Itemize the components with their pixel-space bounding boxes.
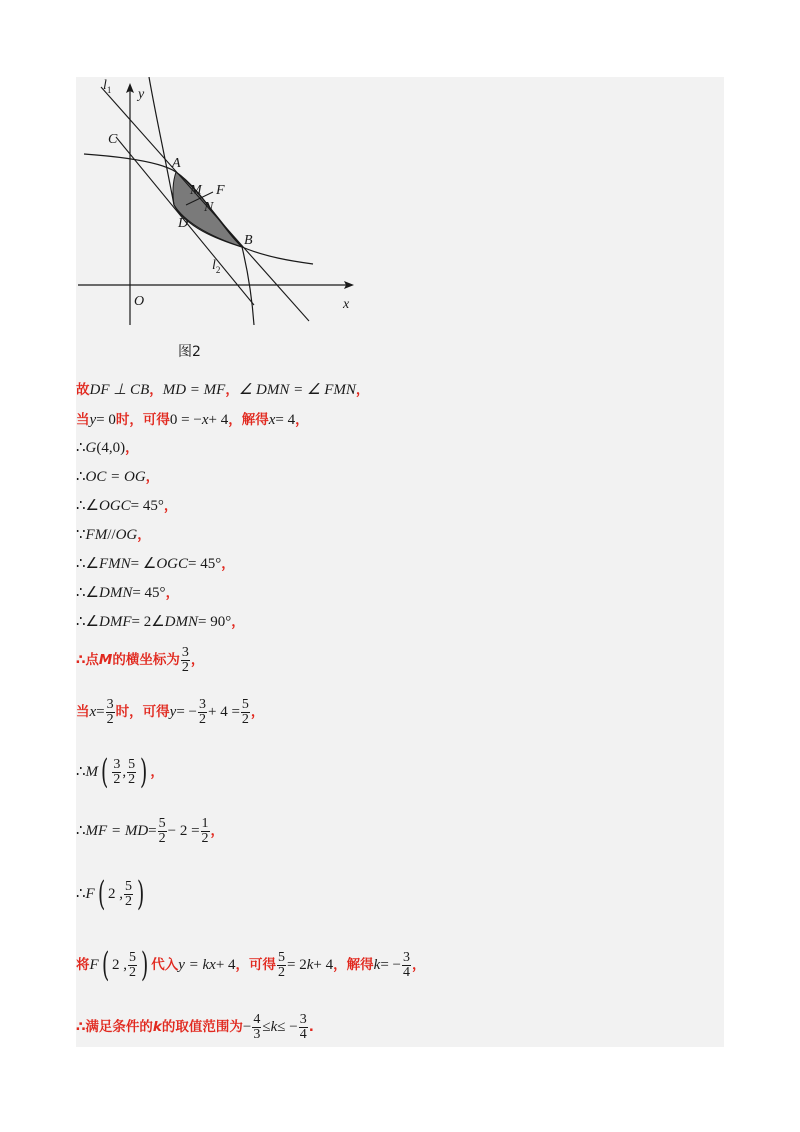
fraction (402, 951, 411, 980)
text: ∴点 (76, 652, 99, 668)
denominator: 2 (128, 771, 136, 787)
math: y = kx (178, 957, 216, 973)
math: = 90° (198, 614, 232, 630)
step-line-14 (76, 874, 147, 914)
text: 当 (76, 704, 90, 720)
fraction (201, 817, 210, 846)
math: = 45° (130, 498, 164, 514)
math: ∵ (76, 527, 86, 543)
geometry-figure (76, 77, 376, 337)
label-a: A (172, 156, 181, 171)
math: ∴∠ (76, 585, 99, 601)
math: OGC (99, 498, 131, 514)
math: y (89, 412, 97, 428)
math: = (96, 704, 105, 720)
step-line-12 (76, 752, 164, 792)
math: // (107, 527, 116, 543)
label-m: M (190, 183, 202, 198)
fraction (252, 1013, 261, 1042)
math: = − (380, 957, 401, 973)
step-line-4 (76, 467, 159, 487)
math: − (242, 1019, 252, 1035)
label-x: x (343, 297, 350, 312)
label-n: N (204, 200, 214, 215)
text: ， (295, 412, 309, 428)
label-f: F (216, 183, 225, 198)
fraction (112, 758, 121, 787)
figure-caption: 图2 (178, 344, 201, 360)
left-paren: ( (101, 752, 109, 792)
math: F (85, 886, 95, 902)
numerator: 5 (278, 949, 286, 965)
label-d: D (178, 216, 189, 231)
math: ∠ DMN = ∠ FMN (238, 382, 356, 398)
text: 故 (76, 382, 90, 398)
math: = (148, 823, 157, 839)
label-l1: $l_1$ (103, 78, 112, 95)
step-line-7 (76, 554, 235, 574)
text: . (308, 1019, 314, 1035)
right-paren: ) (140, 752, 148, 792)
math: DMN (164, 614, 199, 630)
text: 时，可得 (115, 412, 170, 428)
step-line-11 (76, 695, 264, 729)
label-origin: O (134, 294, 145, 309)
math: = 45° (188, 556, 222, 572)
math: M (85, 764, 99, 780)
text: ，可得 (235, 957, 277, 973)
label-l2: $l_2$ (212, 258, 221, 275)
text: ， (125, 440, 139, 456)
denominator: 2 (128, 964, 136, 980)
denominator: 2 (201, 830, 209, 846)
math: = ∠ (130, 556, 157, 572)
text: 当 (76, 412, 90, 428)
numerator: 3 (198, 696, 206, 712)
math: OGC (156, 556, 189, 572)
text: ， (221, 556, 235, 572)
fraction (198, 698, 207, 727)
math: (4,0) (96, 440, 126, 456)
fraction (106, 698, 115, 727)
label-b: B (244, 233, 253, 248)
fraction (277, 951, 286, 980)
left-paren: ( (101, 945, 109, 985)
math: = 45° (132, 585, 166, 601)
numerator: 5 (128, 756, 136, 772)
text: ， (137, 527, 151, 543)
math: = 4 (275, 412, 296, 428)
denominator: 3 (253, 1026, 261, 1042)
math: = 0 (96, 412, 116, 428)
text: 代入 (151, 957, 179, 973)
solution-panel (76, 77, 724, 1047)
math: ∴ (76, 823, 86, 839)
math: = 2∠ (131, 614, 165, 630)
text: ， (250, 704, 265, 720)
text: ， (411, 957, 426, 973)
math: + 4 (208, 412, 229, 428)
math: ∴∠ (76, 614, 99, 630)
denominator: 2 (181, 659, 189, 675)
math: x (201, 412, 209, 428)
label-c: C (108, 132, 118, 147)
numerator: 3 (402, 949, 410, 965)
denominator: 2 (278, 964, 286, 980)
denominator: 2 (124, 893, 132, 909)
step-line-2 (76, 410, 309, 430)
math: ≤ (262, 1019, 271, 1035)
numerator: 5 (241, 696, 249, 712)
math: DF ⊥ CB (89, 382, 150, 398)
math: MD = MF (162, 382, 226, 398)
step-line-5 (76, 496, 177, 516)
step-line-9 (76, 612, 245, 632)
fraction (127, 758, 136, 787)
step-line-1 (76, 380, 369, 400)
math: DMN (99, 585, 133, 601)
text: 的横坐标为 (112, 652, 180, 668)
math: OC = OG (85, 469, 146, 485)
denominator: 4 (299, 1026, 307, 1042)
denominator: 2 (198, 711, 206, 727)
text: 时，可得 (115, 704, 170, 720)
math: + 4 (215, 957, 236, 973)
math: FM (85, 527, 108, 543)
math: ∴ (76, 440, 86, 456)
math: ≤ − (277, 1019, 298, 1035)
math: = 2 (287, 957, 307, 973)
denominator: 2 (106, 711, 114, 727)
text: 将 (76, 957, 90, 973)
step-line-15 (76, 945, 425, 985)
text: ， (165, 585, 180, 601)
text: k (152, 1019, 162, 1035)
step-line-16 (76, 1009, 314, 1045)
math: 2 , (107, 886, 123, 902)
math: x (268, 412, 276, 428)
numerator: 5 (158, 815, 166, 831)
math: ∴ (76, 469, 86, 485)
numerator: 4 (253, 1011, 261, 1027)
text: ， (150, 764, 164, 780)
text: ， (225, 382, 239, 398)
fraction (181, 646, 190, 675)
math: OG (115, 527, 138, 543)
math: + 4 = (207, 704, 240, 720)
step-line-3 (76, 438, 139, 458)
text: ，解得 (228, 412, 269, 428)
numerator: 5 (128, 949, 136, 965)
math: k (306, 957, 314, 973)
math: 0 = − (169, 412, 202, 428)
math: G (85, 440, 97, 456)
numerator: 3 (106, 696, 114, 712)
math: FMN (99, 556, 131, 572)
step-line-6 (76, 525, 151, 545)
math: + 4 (313, 957, 334, 973)
denominator: 2 (113, 771, 121, 787)
text: ， (210, 823, 225, 839)
text: ， (149, 382, 163, 398)
step-line-13 (76, 814, 224, 848)
step-line-10 (76, 643, 204, 677)
text: 的取值范围为 (161, 1019, 243, 1035)
fraction (124, 880, 133, 909)
numerator: 1 (201, 815, 209, 831)
math: MF = MD (85, 823, 149, 839)
text: ，解得 (333, 957, 374, 973)
text: ∴满足条件的 (76, 1019, 153, 1035)
denominator: 2 (158, 830, 166, 846)
math: x (89, 704, 97, 720)
math: k (373, 957, 381, 973)
text: ， (231, 614, 245, 630)
right-paren: ) (136, 874, 145, 914)
text: ， (355, 382, 370, 398)
text: ， (145, 469, 160, 485)
math: ∴∠ (76, 556, 99, 572)
numerator: 3 (181, 644, 189, 660)
math: DMF (99, 614, 132, 630)
math: − 2 = (167, 823, 200, 839)
fraction (299, 1013, 308, 1042)
math: = − (176, 704, 197, 720)
math: 2 , (111, 957, 127, 973)
numerator: 5 (124, 878, 132, 894)
numerator: 3 (299, 1011, 307, 1027)
math: ∴ (76, 886, 86, 902)
denominator: 4 (402, 964, 410, 980)
label-y: y (138, 87, 145, 102)
right-paren: ) (140, 945, 149, 985)
fraction (128, 951, 137, 980)
math: k (270, 1019, 278, 1035)
fraction (158, 817, 167, 846)
text: ， (163, 498, 178, 514)
math: ∴∠ (76, 498, 99, 514)
step-line-8 (76, 583, 179, 603)
math: , (122, 764, 127, 780)
math: y (169, 704, 177, 720)
math: ∴ (76, 764, 86, 780)
text: ， (190, 652, 205, 668)
text: M (98, 652, 113, 668)
numerator: 3 (113, 756, 121, 772)
left-paren: ( (97, 874, 105, 914)
fraction (241, 698, 250, 727)
denominator: 2 (241, 711, 249, 727)
math: F (89, 957, 99, 973)
